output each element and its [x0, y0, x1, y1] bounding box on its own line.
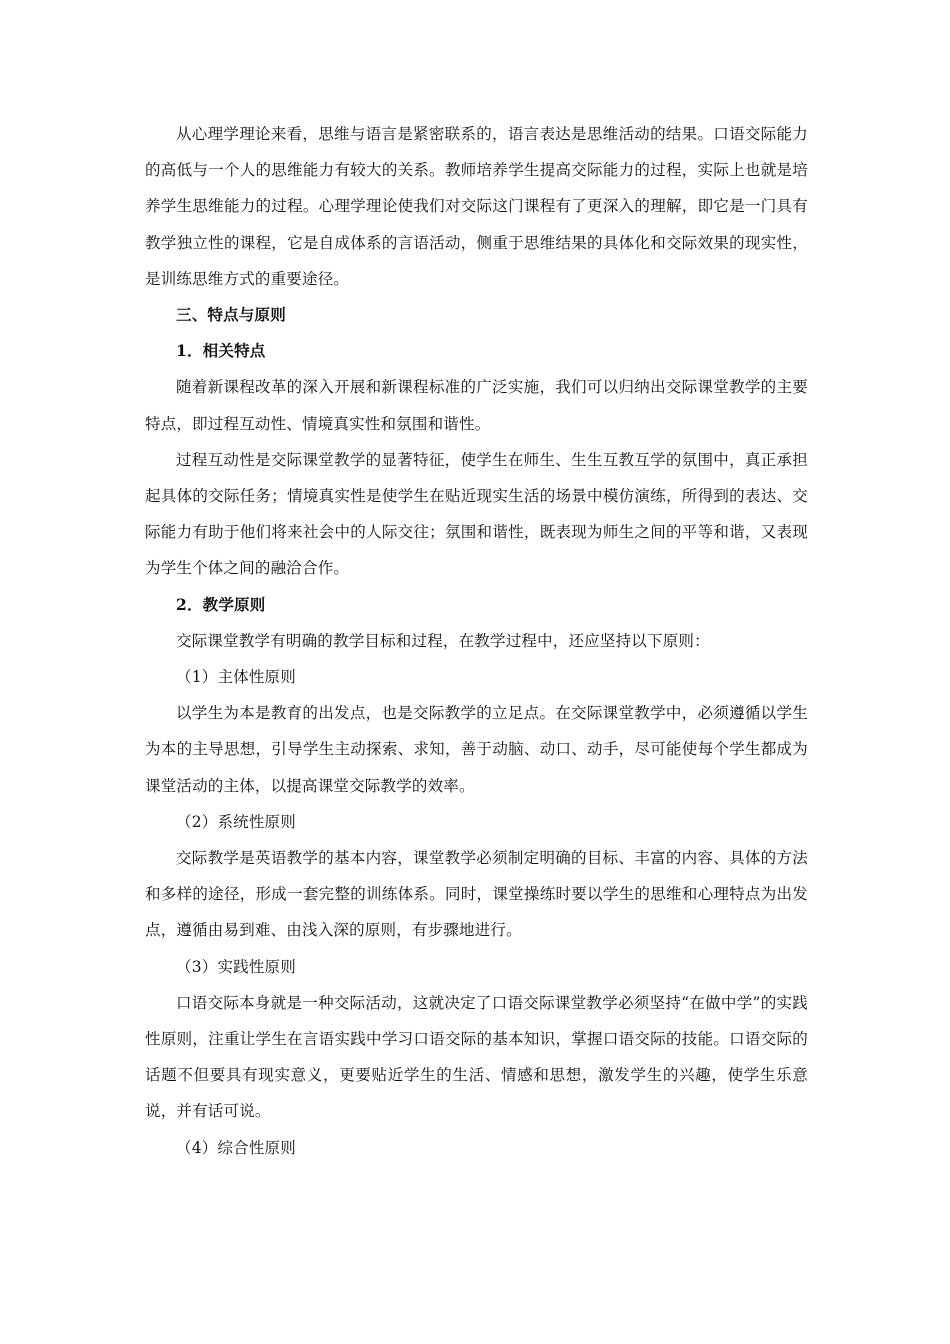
principle-title-comprehensive: （4）综合性原则	[176, 1138, 296, 1157]
principle-title-subjectivity: （1）主体性原则	[176, 668, 296, 687]
paragraph-practice: 口语交际本身就是一种交际活动，这就决定了口语交际课堂教学必须坚持“在做中学”的实践性原则，注重让学生在言语实践中学习口语交际的基本知识，掌握口语交际的技能。口语交际的话题不但要具有现实意义，更要贴近学生的生活、情感和思想，激发学生的兴趣，使学生乐意说，并有话可说。	[145, 993, 808, 1121]
paragraph-principles-intro: 交际课堂教学有明确的教学目标和过程，在教学过程中，还应坚持以下原则：	[176, 631, 710, 650]
paragraph-subjectivity: 以学生为本是教育的出发点，也是交际教学的立足点。在交际课堂教学中，必须遵循以学生为本的主导思想，引导学生主动探索、求知，善于动脑、动口、动手，尽可能使每个学生都成为课堂活动的主体，以提高课堂交际教学的效率。	[145, 704, 808, 795]
paragraph-main-features: 随着新课程改革的深入开展和新课程标准的广泛实施，我们可以归纳出交际课堂教学的主要特点，即过程互动性、情境真实性和氛围和谐性。	[145, 378, 808, 433]
principle-title-systematic: （2）系统性原则	[176, 812, 296, 831]
subheading-related-features: 1．相关特点	[176, 341, 266, 361]
principle-title-practice: （3）实践性原则	[176, 957, 296, 976]
section-heading-features-principles: 三、特点与原则	[176, 305, 286, 325]
paragraph-psychology-theory: 从心理学理论来看，思维与语言是紧密联系的，语言表达是思维活动的结果。口语交际能力的高低与一个人的思维能力有较大的关系。教师培养学生提高交际能力的过程，实际上也就是培养学生思维能力的过程。心理学理论使我们对交际这门课程有了更深入的理解，即它是一门具有教学独立性的课程，它是自成体系的言语活动，侧重于思维结果的具体化和交际效果的现实性，是训练思维方式的重要途径。	[145, 125, 808, 288]
paragraph-feature-details: 过程互动性是交际课堂教学的显著特征，使学生在师生、生生互教互学的氛围中，真正承担起具体的交际任务；情境真实性是使学生在贴近现实生活的场景中模仿演练，所得到的表达、交际能力有助于他们将来社会中的人际交往；氛围和谐性，既表现为师生之间的平等和谐，又表现为学生个体之间的融洽合作。	[145, 450, 808, 578]
paragraph-systematic: 交际教学是英语教学的基本内容，课堂教学必须制定明确的目标、丰富的内容、具体的方法和多样的途径，形成一套完整的训练体系。同时，课堂操练时要以学生的思维和心理特点为出发点，遵循由易到难、由浅入深的原则，有步骤地进行。	[145, 849, 808, 940]
subheading-teaching-principles: 2．教学原则	[176, 594, 266, 614]
document-page	[145, 116, 808, 1166]
